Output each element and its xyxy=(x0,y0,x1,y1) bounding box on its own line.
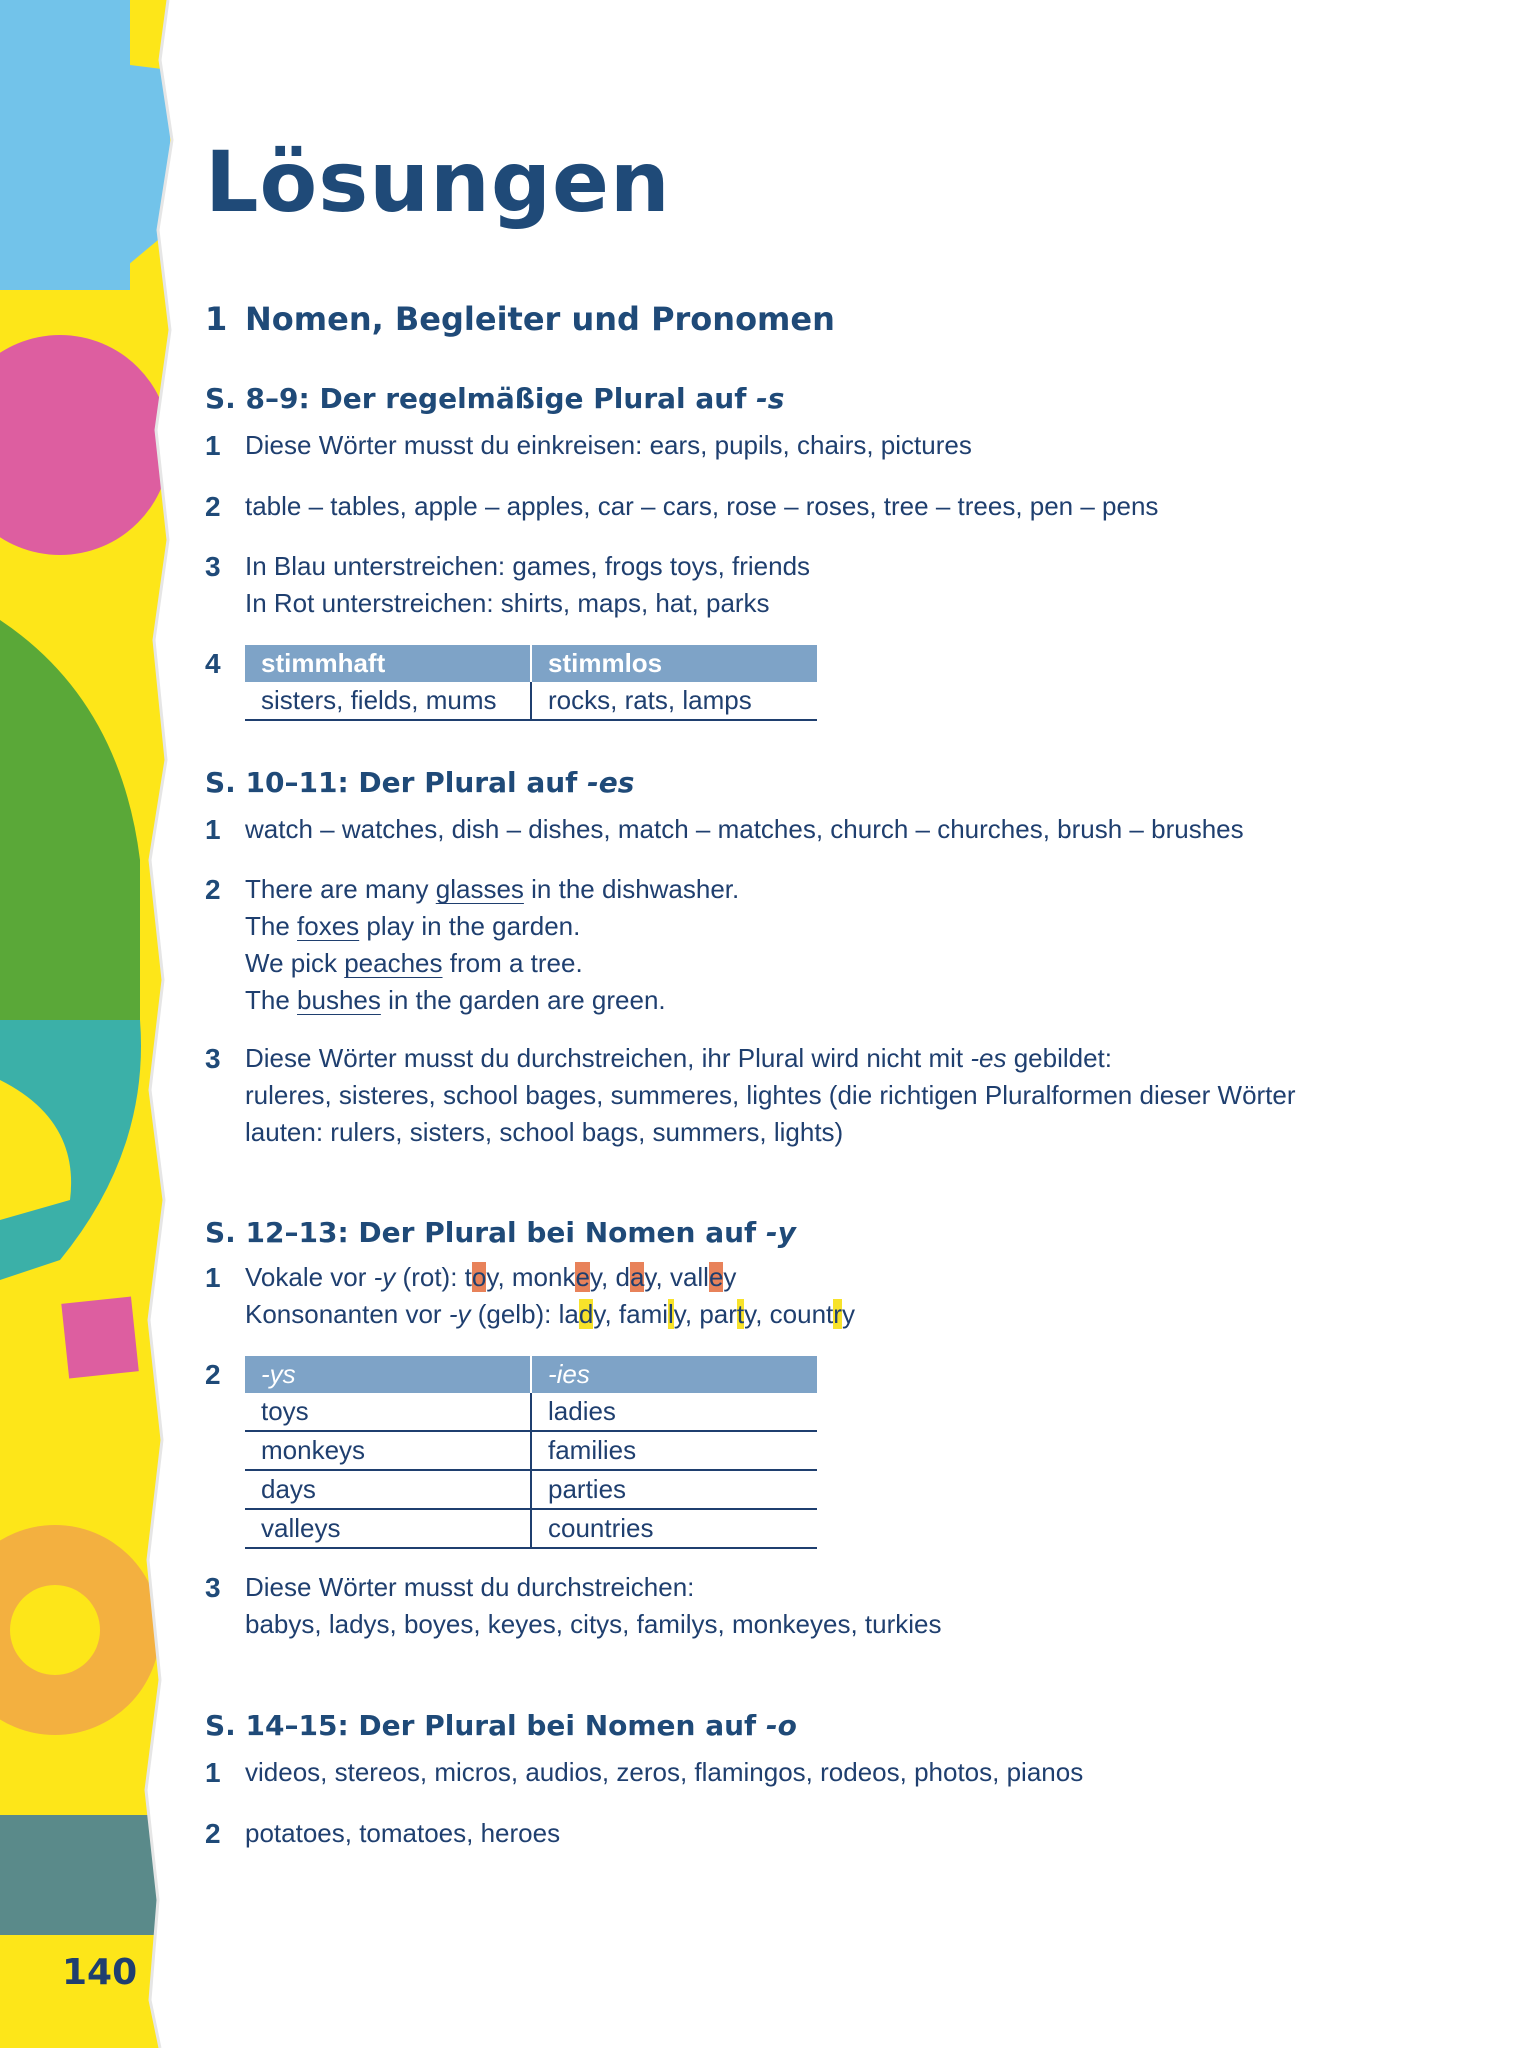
chapter-heading xyxy=(205,300,835,338)
exercise-2 xyxy=(205,1815,560,1852)
table-row xyxy=(245,1431,817,1470)
answer-text: videos, stereos, micros, audios, zeros, flamingos, rodeos, photos, pianos xyxy=(245,1757,1084,1787)
table-header: -ies xyxy=(531,1356,817,1393)
exercise-1 xyxy=(205,1259,855,1333)
exercise-2 xyxy=(205,871,739,1019)
answer-line: Diese Wörter musst du durchstreichen: xyxy=(245,1572,695,1602)
red-highlight: o xyxy=(471,1262,487,1292)
section-heading-plural-s: S. 8–9: Der regelmäßige Plural auf -s xyxy=(205,382,785,415)
table-row xyxy=(245,1509,817,1548)
answer-text: table – tables, apple – apples, car – cars, rose – roses, tree – trees, pen – pens xyxy=(245,491,1159,521)
chapter-number: 1 xyxy=(205,300,228,338)
answer-text: Diese Wörter musst du einkreisen: ears, pupils, chairs, pictures xyxy=(245,430,972,460)
vowels-line: Vokale vor -y (rot): toy, monkey, day, valley xyxy=(245,1262,737,1292)
table-cell: countries xyxy=(531,1509,817,1548)
answer-line: Diese Wörter musst du durchstreichen, ihr Plural wird nicht mit -es gebildet: xyxy=(245,1043,1113,1073)
decorative-color-strip xyxy=(0,0,200,2048)
table-cell: toys xyxy=(245,1393,531,1431)
table-row xyxy=(245,682,817,720)
answer-line: lauten: rulers, sisters, school bags, summers, lights) xyxy=(245,1117,844,1147)
section-heading-plural-o: S. 14–15: Der Plural bei Nomen auf -o xyxy=(205,1709,797,1742)
answer-line: In Rot unterstreichen: shirts, maps, hat, parks xyxy=(245,588,770,618)
exercise-3 xyxy=(205,1569,941,1643)
answer-text: potatoes, tomatoes, heroes xyxy=(245,1818,561,1848)
table-cell: days xyxy=(245,1470,531,1509)
exercise-number: 4 xyxy=(205,648,221,679)
answer-line: In Blau unterstreichen: games, frogs toys, friends xyxy=(245,551,811,581)
table-cell: families xyxy=(531,1431,817,1470)
page-title: Lösungen xyxy=(205,133,671,231)
section-heading-plural-y: S. 12–13: Der Plural bei Nomen auf -y xyxy=(205,1216,796,1249)
exercise-3 xyxy=(205,1040,1296,1151)
exercise-3 xyxy=(205,548,810,622)
sentence: The bushes in the garden are green. xyxy=(245,985,666,1015)
yellow-highlight: r xyxy=(833,1299,842,1329)
answer-text: watch – watches, dish – dishes, match – matches, church – churches, brush – brushes xyxy=(245,814,1244,844)
exercise-number: 1 xyxy=(205,1757,221,1788)
table-header: -ys xyxy=(245,1356,531,1393)
exercise-number: 1 xyxy=(205,430,221,461)
exercise-2 xyxy=(205,488,1158,525)
exercise-number: 2 xyxy=(205,874,221,905)
exercise-number: 2 xyxy=(205,1818,221,1849)
consonants-line: Konsonanten vor -y (gelb): lady, family, party, country xyxy=(245,1299,855,1329)
table-row xyxy=(245,1470,817,1509)
chapter-title: Nomen, Begleiter und Pronomen xyxy=(245,300,835,338)
table-cell: rocks, rats, lamps xyxy=(531,682,817,720)
yellow-highlight: d xyxy=(578,1299,594,1329)
red-highlight: e xyxy=(575,1262,590,1292)
sentence: There are many glasses in the dishwasher. xyxy=(245,874,740,904)
exercise-1 xyxy=(205,427,972,464)
sentence: The foxes play in the garden. xyxy=(245,911,581,941)
yellow-highlight: l xyxy=(668,1299,674,1329)
exercise-number: 3 xyxy=(205,1043,221,1074)
table-cell: valleys xyxy=(245,1509,531,1548)
answer-line: ruleres, sisteres, school bages, summeres, lightes (die richtigen Pluralformen dieser Wörter xyxy=(245,1080,1296,1110)
plural-y-table xyxy=(245,1356,817,1549)
exercise-1 xyxy=(205,811,1244,848)
table-cell: monkeys xyxy=(245,1431,531,1470)
table-cell: ladies xyxy=(531,1393,817,1431)
exercise-number: 1 xyxy=(205,1262,221,1293)
exercise-1 xyxy=(205,1754,1083,1791)
answer-line: babys, ladys, boyes, keyes, citys, familys, monkeyes, turkies xyxy=(245,1609,942,1639)
red-highlight: e xyxy=(708,1262,724,1292)
exercise-4 xyxy=(205,645,817,721)
exercise-number: 1 xyxy=(205,814,221,845)
exercise-2 xyxy=(205,1356,817,1549)
exercise-number: 3 xyxy=(205,1572,221,1603)
table-row xyxy=(245,1393,817,1431)
table-cell: parties xyxy=(531,1470,817,1509)
table-cell: sisters, fields, mums xyxy=(245,682,531,720)
table-header: stimmhaft xyxy=(245,645,531,682)
page-number: 140 xyxy=(62,1952,138,1993)
sentence: We pick peaches from a tree. xyxy=(245,948,583,978)
section-heading-plural-es: S. 10–11: Der Plural auf -es xyxy=(205,766,635,799)
red-highlight: a xyxy=(629,1262,645,1292)
exercise-number: 2 xyxy=(205,1359,221,1390)
yellow-highlight: t xyxy=(736,1299,745,1329)
voiced-voiceless-table xyxy=(245,645,817,721)
exercise-number: 3 xyxy=(205,551,221,582)
table-header: stimmlos xyxy=(531,645,817,682)
exercise-number: 2 xyxy=(205,491,221,522)
